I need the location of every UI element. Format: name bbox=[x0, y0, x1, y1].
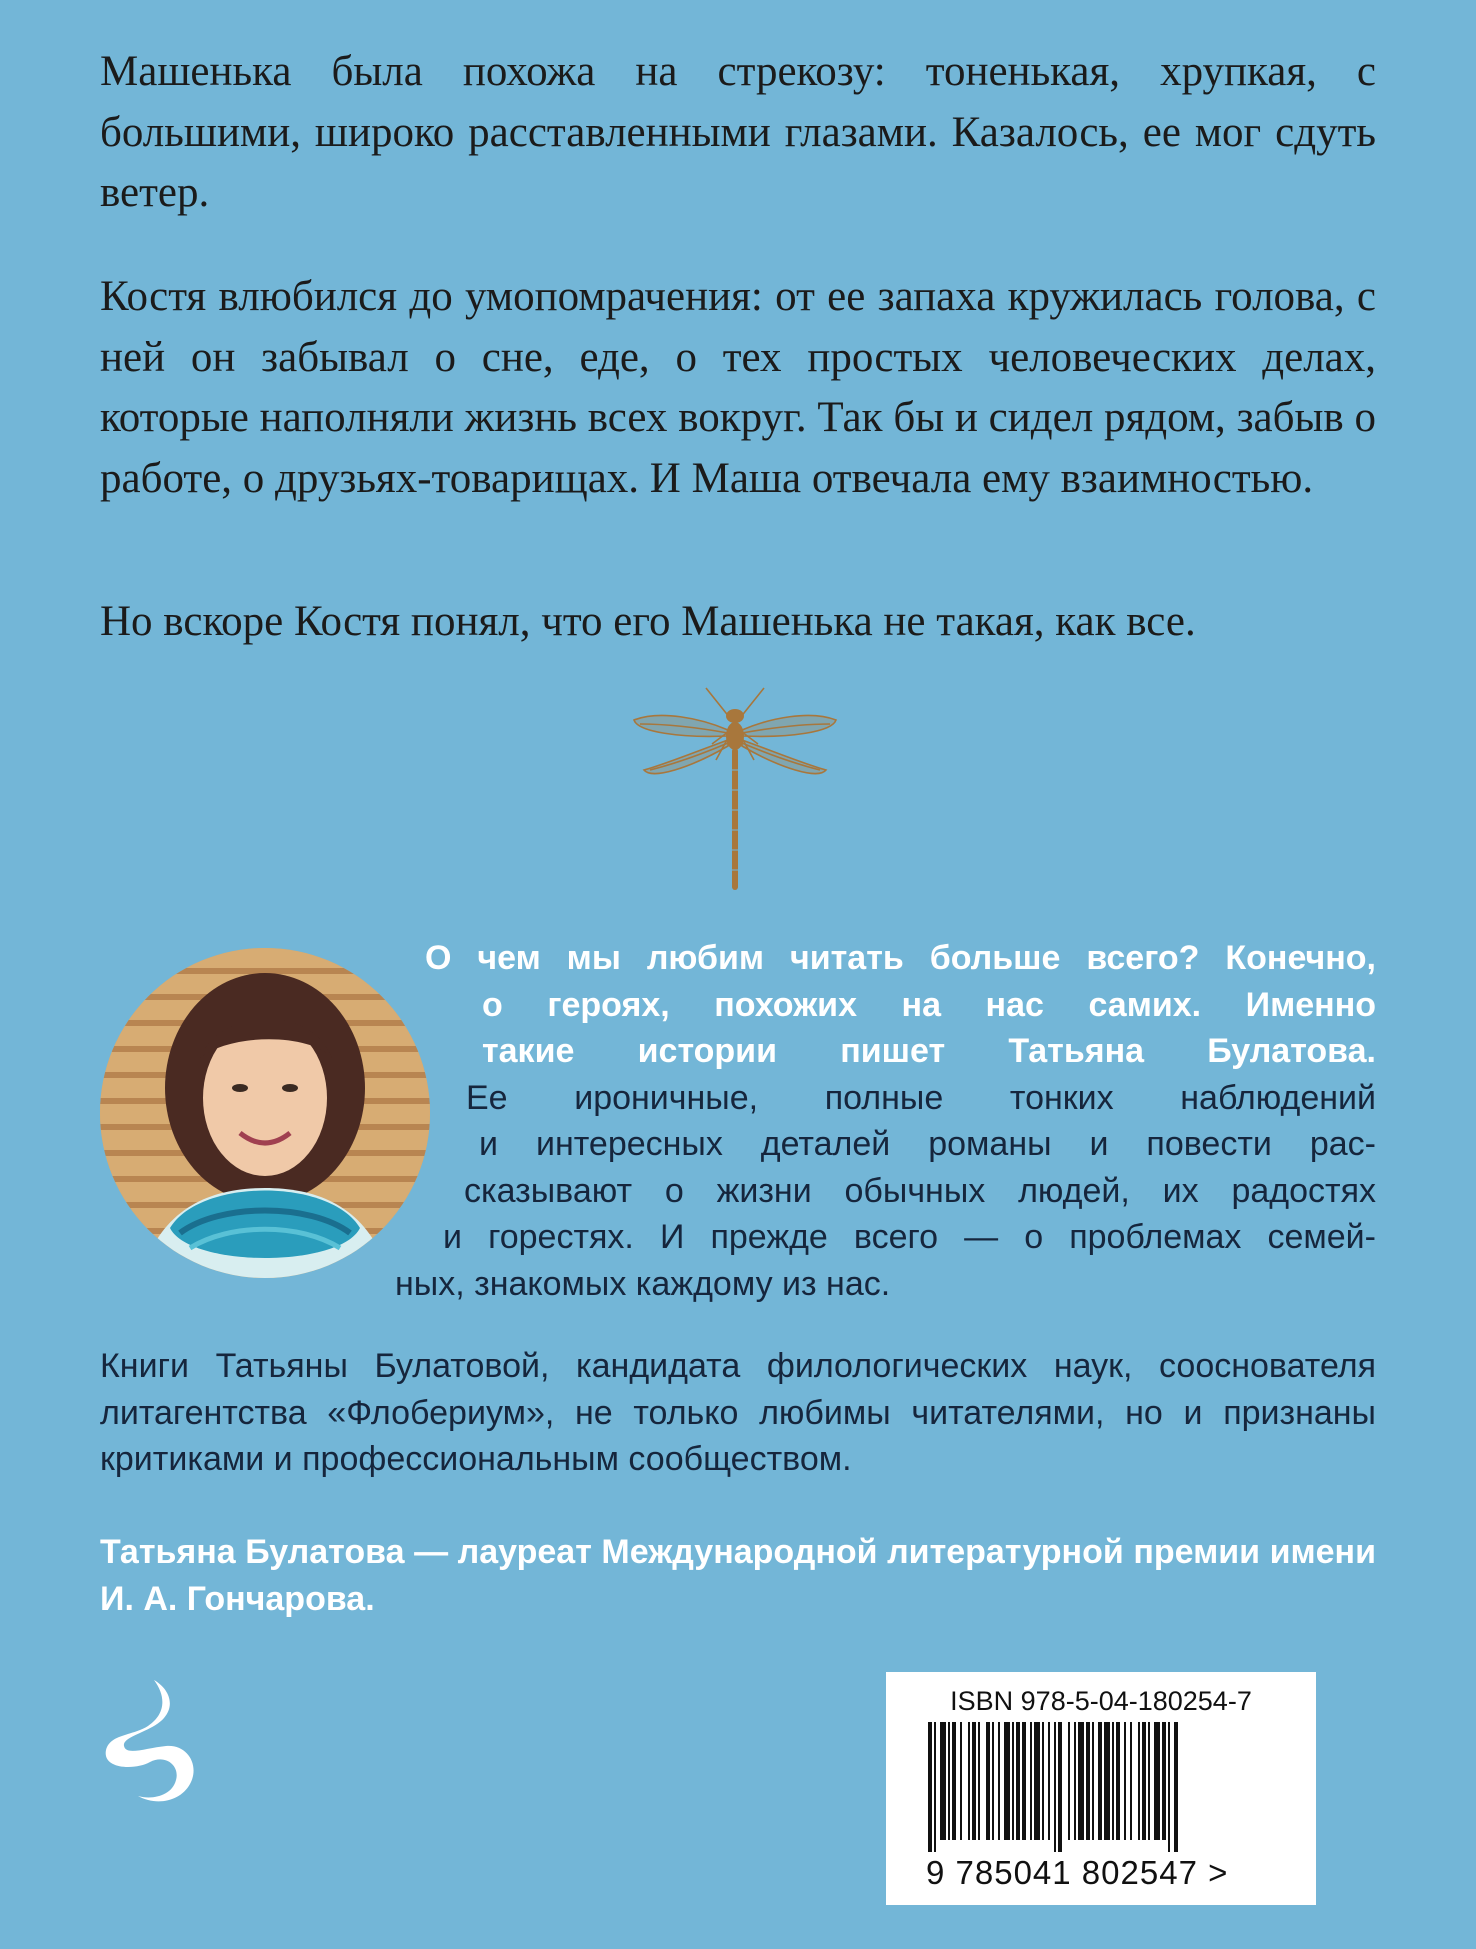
intro-paragraph-3: Но вскоре Костя понял, что его Машенька не такая, как все. bbox=[100, 598, 1196, 645]
barcode-bar bbox=[1168, 1722, 1170, 1852]
author-photo bbox=[100, 948, 430, 1278]
about-line: Ее ироничные, полные тонких наблюдений bbox=[466, 1078, 1376, 1117]
barcode-icon bbox=[928, 1722, 1274, 1852]
barcode-bar bbox=[1142, 1722, 1146, 1840]
intro-paragraph-2: Костя влюбился до умопомрачения: от ее запаха кружилась голова, с ней он забывал о сне, еде, о тех простых человеческих делах, которые наполняли жизнь всех вокруг. Так бы и сидел рядом, забыв о работе, о друзьях-товарищах. И Маша отвечала ему взаимностью. bbox=[100, 273, 1376, 502]
about-line: О чем мы любим читать больше всего? Конечно, bbox=[425, 939, 1376, 977]
barcode-bar bbox=[1048, 1722, 1050, 1840]
barcode-bar bbox=[1030, 1722, 1032, 1840]
barcode-bar bbox=[968, 1722, 970, 1840]
dragonfly-icon bbox=[630, 680, 840, 895]
barcode-bar bbox=[1012, 1722, 1014, 1840]
barcode-bar bbox=[1004, 1722, 1010, 1840]
barcode-bar bbox=[1074, 1722, 1076, 1840]
barcode-bar bbox=[1174, 1722, 1178, 1852]
about-line: такие истории пишет Татьяна Булатова. bbox=[482, 1032, 1376, 1070]
laureate-paragraph: Татьяна Булатова — лауреат Международной литературной премии имени И. А. Гончарова. bbox=[100, 1533, 1376, 1618]
barcode-bar bbox=[934, 1722, 936, 1852]
barcode-bar bbox=[1104, 1722, 1110, 1840]
barcode-digits: 9 785041 802547 > bbox=[926, 1854, 1229, 1891]
barcode-bar bbox=[1116, 1722, 1120, 1840]
barcode-bar bbox=[1138, 1722, 1140, 1840]
barcode-bar bbox=[952, 1722, 956, 1840]
barcode-bar bbox=[1016, 1722, 1020, 1840]
barcode-bar bbox=[1148, 1722, 1150, 1840]
intro-paragraph-1: Машенька была похожа на стрекозу: тоненькая, хрупкая, с большими, широко расставленными глазами. Казалось, ее мог сдуть ветер. bbox=[100, 48, 1376, 216]
barcode-bar bbox=[1078, 1722, 1084, 1840]
about-line: ных, знакомых каждому из нас. bbox=[395, 1264, 891, 1303]
barcode-bar bbox=[998, 1722, 1000, 1840]
barcode-bar bbox=[1034, 1722, 1040, 1840]
barcode-bar bbox=[940, 1722, 946, 1840]
barcode-bar bbox=[1112, 1722, 1114, 1840]
barcode-bar bbox=[986, 1722, 990, 1840]
barcode-bar bbox=[1162, 1722, 1166, 1840]
barcode-bar bbox=[1092, 1722, 1094, 1840]
barcode-block bbox=[886, 1672, 1316, 1905]
about-line: о героях, похожих на нас самих. Именно bbox=[482, 985, 1376, 1024]
barcode-bar bbox=[978, 1722, 980, 1840]
barcode-bar bbox=[928, 1722, 932, 1852]
barcode-bar bbox=[992, 1722, 994, 1840]
barcode-bar bbox=[1086, 1722, 1090, 1840]
about-author-block bbox=[385, 935, 1376, 1307]
barcode-bar bbox=[1154, 1722, 1160, 1840]
barcode-bar bbox=[1058, 1722, 1062, 1852]
isbn-label: ISBN 978-5-04-180254-7 bbox=[950, 1686, 1252, 1716]
about-line: сказывают о жизни обычных людей, их радостях bbox=[464, 1171, 1376, 1210]
about-line: и горестях. И прежде всего — о проблемах семей- bbox=[443, 1218, 1376, 1256]
eksmo-logo-icon bbox=[96, 1674, 198, 1824]
barcode-bar bbox=[1124, 1722, 1126, 1840]
barcode-bar bbox=[1042, 1722, 1044, 1840]
barcode-bar bbox=[1068, 1722, 1070, 1840]
barcode-bar bbox=[1022, 1722, 1026, 1840]
barcode-bar bbox=[972, 1722, 976, 1840]
barcode-bar bbox=[960, 1722, 962, 1840]
barcode-bar bbox=[948, 1722, 950, 1840]
barcode-bar bbox=[1098, 1722, 1102, 1840]
barcode-bar bbox=[1054, 1722, 1056, 1852]
books-paragraph: Книги Татьяны Булатовой, кандидата филологических наук, сооснователя литагентства «Флобериум», не только любимы читателями, но и признаны критиками и профессиональным сообществом. bbox=[100, 1347, 1376, 1478]
about-line: и интересных деталей романы и повести рас- bbox=[479, 1125, 1376, 1163]
barcode-bar bbox=[1130, 1722, 1132, 1840]
